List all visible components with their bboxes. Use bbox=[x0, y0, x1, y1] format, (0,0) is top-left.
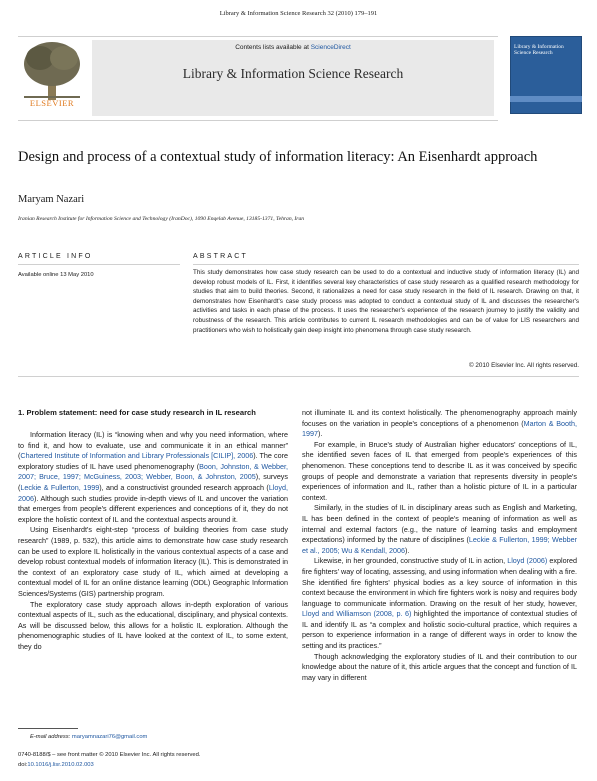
paragraph bbox=[18, 430, 288, 525]
citation-link[interactable]: Chartered Institute of Information and Library Professionals [CILIP], 2006 bbox=[20, 451, 254, 461]
paragraph: Using Eisenhardt's eight-step “process of building theories from case study research” (1989, p. 532), this article aims to demonstrate how case study research can be used to explore IL holistically in the various contextual aspects of a case and develop robust contextual models of information literacy (IL). This is demonstrated in the context of an exploratory case study of IL, which aimed at developing a contextual model of IL for an online distance learning (ODL) Geographic Information Sciences/Systems (GIS) partnership program. bbox=[18, 525, 288, 598]
contents-line bbox=[92, 44, 494, 51]
abstract-heading: ABSTRACT bbox=[193, 253, 248, 260]
doi-label: doi: bbox=[18, 762, 28, 768]
text: ). The core exploratory studies of IL have used phenomenography ( bbox=[18, 451, 288, 471]
publisher-logo-text: ELSEVIER bbox=[29, 98, 75, 108]
email-link[interactable]: maryamnazari76@gmail.com bbox=[71, 734, 148, 740]
journal-reference: Library & Information Science Research 32 (2010) 179–191 bbox=[219, 10, 378, 17]
paragraph bbox=[302, 503, 577, 556]
available-online-date: Available online 13 May 2010 bbox=[18, 272, 94, 278]
paragraph bbox=[302, 556, 577, 651]
citation-link[interactable]: Lloyd and Williamson (2008, p. 6) bbox=[302, 609, 412, 619]
text: ). bbox=[404, 545, 410, 555]
author-email-footnote bbox=[30, 734, 147, 740]
section-heading: 1. Problem statement: need for case study research in IL research bbox=[18, 408, 256, 417]
text: Information literacy (IL) is “knowing when and why you need information, where to find it, and how to evaluate, use and communicate it in an ethical manner” ( bbox=[18, 430, 288, 461]
cover-title: Library & Information Science Research bbox=[514, 44, 564, 57]
email-label: E-mail address: bbox=[30, 734, 71, 740]
text: ). bbox=[318, 429, 323, 439]
body-right-column bbox=[302, 408, 577, 683]
text: ), surveys ( bbox=[18, 472, 288, 492]
abstract-text: This study demonstrates how case study research can be used to do a contextual and inductive study of information literacy (IL) and develop robust models of IL. First, it identifies several key characteristics of case study research as a qualified research methodology for studies that aim to build theories. Second, it rationalizes a need for case study research in the field of IL research. Drawing on that, it demonstrates how Eisenhardt's case study process was adopted to conduct a contextual study of IL and discusses the researcher's activities and tasks in each phase of the process. It uses the researcher's experience of the research journey to justify the validity and robustness of the research. This article contributes to current IL research methodologies and can be of value for LIS researchers and practitioners who wish to holistically gain deep insight into phenomena through case study research. bbox=[193, 269, 579, 334]
article-title: Design and process of a contextual study of information literacy: An Eisenhardt approach bbox=[18, 149, 538, 165]
text: Similarly, in the studies of IL in disciplinary areas such as English and Marketing, IL has been defined in the context of people's meaning of information as well as internal and external factors (e.g., the nature of learning tasks and employment expectations) informed by the nature of disciplines ( bbox=[302, 503, 577, 545]
paragraph: Though acknowledging the exploratory studies of IL and their contribution to our knowledge about the nature of it, this article argues that the concept and function of IL may vary in different bbox=[302, 651, 577, 682]
abstract-top-rule bbox=[193, 264, 579, 265]
paragraph: The exploratory case study approach allows in-depth exploration of various contextual aspects of IL, such as the educational, disciplinary, and physical contexts. As will be discussed below, this allows for a holistic IL exploration. Although the phenomenographic studies of IL have looked at the context of IL, to some extent, they do bbox=[18, 599, 288, 651]
footnote-rule bbox=[18, 728, 78, 729]
article-author: Maryam Nazari bbox=[18, 194, 85, 205]
citation-link[interactable]: Leckie & Fullerton, 1999; Webber et al., 2005; Wu & Kendall, 2006 bbox=[302, 535, 577, 555]
citation-link[interactable]: Leckie & Fullerton, 1999 bbox=[20, 482, 100, 492]
citation-link[interactable]: Lloyd (2006) bbox=[507, 556, 548, 566]
text: not illuminate IL and its context holistically. The phenomenography approach mainly focuses on the variation in people's conceptions of a phenomenon ( bbox=[302, 408, 577, 428]
text: ). Although such studies provide in-depth views of IL and uncover the variation that emerges from people's different experiences and conceptions of it, they do not explore the holistic context of IL and the contextual aspects around it. bbox=[18, 493, 288, 524]
text: ), and a constructivist grounded research approach ( bbox=[99, 482, 269, 492]
paragraph bbox=[302, 408, 577, 440]
issn-line: 0740-8188/$ – see front matter © 2010 Elsevier Inc. All rights reserved. bbox=[18, 752, 201, 758]
citation-link[interactable]: Boon, Johnston, & Webber, 2007; Bruce, 1997; McGuiness, 2003; Webber, Boon, & Johnston, 2005 bbox=[18, 461, 288, 482]
journal-name[interactable]: Library & Information Science Research bbox=[182, 66, 404, 81]
article-info-heading: ARTICLE INFO bbox=[18, 253, 93, 260]
cover-band bbox=[510, 96, 582, 102]
text: Likewise, in her grounded, constructive study of IL in action, bbox=[314, 556, 508, 566]
text: explored fire fighters' way of locating, assessing, and using information when dealing with a fire. She identified fire fighters' physical bodies as a key source of information in this context because the environment in which fire fighters work is noisy and requires body language to communicate information. Drawing on the result of her study, however, bbox=[302, 556, 577, 608]
doi-line bbox=[18, 762, 94, 768]
doi-link[interactable]: 10.1016/j.lisr.2010.02.003 bbox=[27, 762, 94, 768]
abstract-bottom-rule bbox=[18, 376, 579, 377]
citation-link[interactable]: Marton & Booth, 1997 bbox=[302, 418, 577, 439]
author-affiliation: Iranian Research Institute for Information Science and Technology (IranDoc), 1090 Enqelab Avenue, 13185-1371, Tehran, Iran bbox=[18, 216, 305, 222]
text: highlighted the importance of contextual studies of IL and identify IL as “a complex and holistic socio-cultural practice, which requires a person to experience information in a range of different ways in order to know the setting and its practices.” bbox=[302, 609, 578, 651]
sciencedirect-link[interactable]: ScienceDirect bbox=[310, 44, 351, 51]
contents-prefix: Contents lists available at bbox=[235, 44, 311, 51]
abstract-copyright: © 2010 Elsevier Inc. All rights reserved. bbox=[469, 362, 579, 369]
citation-link[interactable]: Lloyd, 2006 bbox=[18, 482, 288, 503]
body-left-column bbox=[18, 430, 288, 652]
paragraph: For example, in Bruce's study of Australian higher educators' conceptions of IL, she identified seven faces of IL that emerged from people's experiences of this phenomenon. These conceptions tend to describe IL as it was conceived by specific groups of people and demonstrate a variation that represents diversity in people's experiences of information and IL, rather than a holistic picture of IL in a particular context. bbox=[302, 439, 577, 502]
article-info-rule bbox=[18, 264, 180, 265]
